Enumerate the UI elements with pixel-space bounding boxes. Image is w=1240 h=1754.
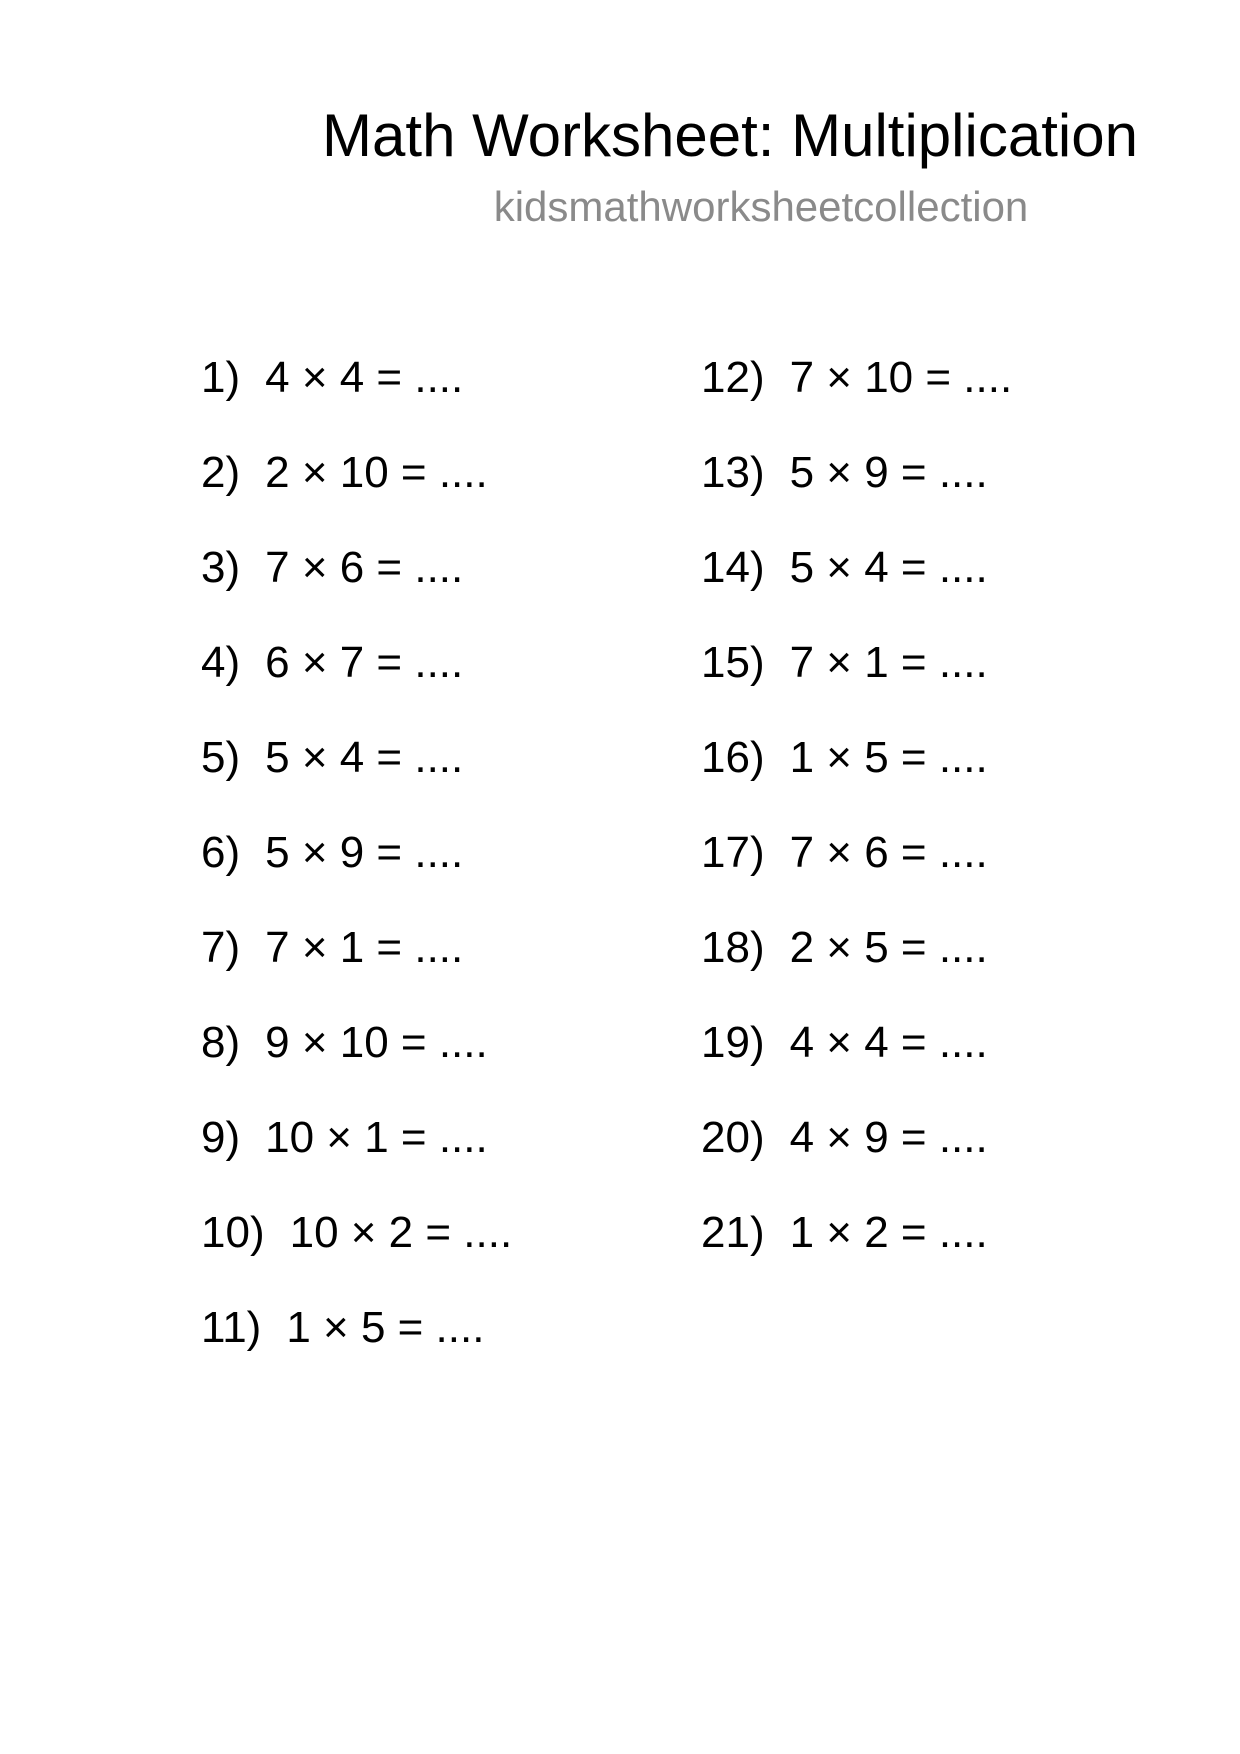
problem-number: 11) (201, 1303, 262, 1352)
page-title: Math Worksheet: Multiplication (322, 102, 1138, 169)
problem-number: 8) (201, 1018, 241, 1067)
problem-item (201, 1204, 721, 1299)
problem-expression: 10 × 1 = .... (265, 1113, 488, 1162)
problem-expression: 7 × 10 = .... (789, 353, 1013, 402)
problem-number: 12) (701, 353, 765, 402)
problem-item (701, 824, 1221, 919)
problem-item (701, 349, 1221, 444)
problem-number: 15) (701, 638, 765, 687)
problem-expression: 4 × 4 = .... (265, 353, 464, 402)
problem-expression: 5 × 9 = .... (265, 828, 464, 877)
problem-item (701, 1204, 1221, 1299)
problem-expression: 2 × 10 = .... (265, 448, 488, 497)
problem-item (201, 539, 721, 634)
problem-item (201, 1299, 721, 1394)
problem-expression: 7 × 6 = .... (789, 828, 988, 877)
problem-item (201, 1014, 721, 1109)
problem-item (201, 729, 721, 824)
problem-item (701, 634, 1221, 729)
problem-number: 1) (201, 353, 241, 402)
problem-expression: 1 × 5 = .... (286, 1303, 485, 1352)
problem-expression: 5 × 9 = .... (789, 448, 988, 497)
problem-expression: 7 × 1 = .... (789, 638, 988, 687)
problem-number: 10) (201, 1208, 265, 1257)
problem-item (201, 824, 721, 919)
problem-expression: 10 × 2 = .... (289, 1208, 513, 1257)
problem-item (201, 1109, 721, 1204)
problem-item (201, 919, 721, 1014)
problem-column-right (701, 349, 1221, 1299)
problem-expression: 1 × 5 = .... (789, 733, 988, 782)
problem-number: 13) (701, 448, 765, 497)
problem-number: 5) (201, 733, 241, 782)
problem-expression: 5 × 4 = .... (789, 543, 988, 592)
problem-item (701, 444, 1221, 539)
problem-expression: 5 × 4 = .... (265, 733, 464, 782)
problem-item (201, 634, 721, 729)
problem-number: 7) (201, 923, 241, 972)
problem-number: 9) (201, 1113, 241, 1162)
problem-expression: 4 × 4 = .... (789, 1018, 988, 1067)
problem-expression: 9 × 10 = .... (265, 1018, 488, 1067)
problem-item (701, 1109, 1221, 1204)
problem-item (201, 444, 721, 539)
problem-number: 3) (201, 543, 241, 592)
problem-number: 4) (201, 638, 241, 687)
problem-item (701, 919, 1221, 1014)
problem-number: 21) (701, 1208, 765, 1257)
problem-column-left (201, 349, 721, 1394)
problem-number: 18) (701, 923, 765, 972)
page-subtitle: kidsmathworksheetcollection (493, 183, 1029, 230)
problem-expression: 7 × 1 = .... (265, 923, 464, 972)
problem-number: 19) (701, 1018, 765, 1067)
problem-number: 14) (701, 543, 765, 592)
problem-item (701, 539, 1221, 634)
problem-expression: 2 × 5 = .... (789, 923, 988, 972)
problem-expression: 1 × 2 = .... (789, 1208, 988, 1257)
problem-number: 2) (201, 448, 241, 497)
problem-item (701, 1014, 1221, 1109)
problem-number: 6) (201, 828, 241, 877)
problem-item (201, 349, 721, 444)
problem-number: 20) (701, 1113, 765, 1162)
problem-number: 17) (701, 828, 765, 877)
problem-number: 16) (701, 733, 765, 782)
problem-expression: 4 × 9 = .... (789, 1113, 988, 1162)
problem-expression: 6 × 7 = .... (265, 638, 464, 687)
problem-expression: 7 × 6 = .... (265, 543, 464, 592)
problem-item (701, 729, 1221, 824)
